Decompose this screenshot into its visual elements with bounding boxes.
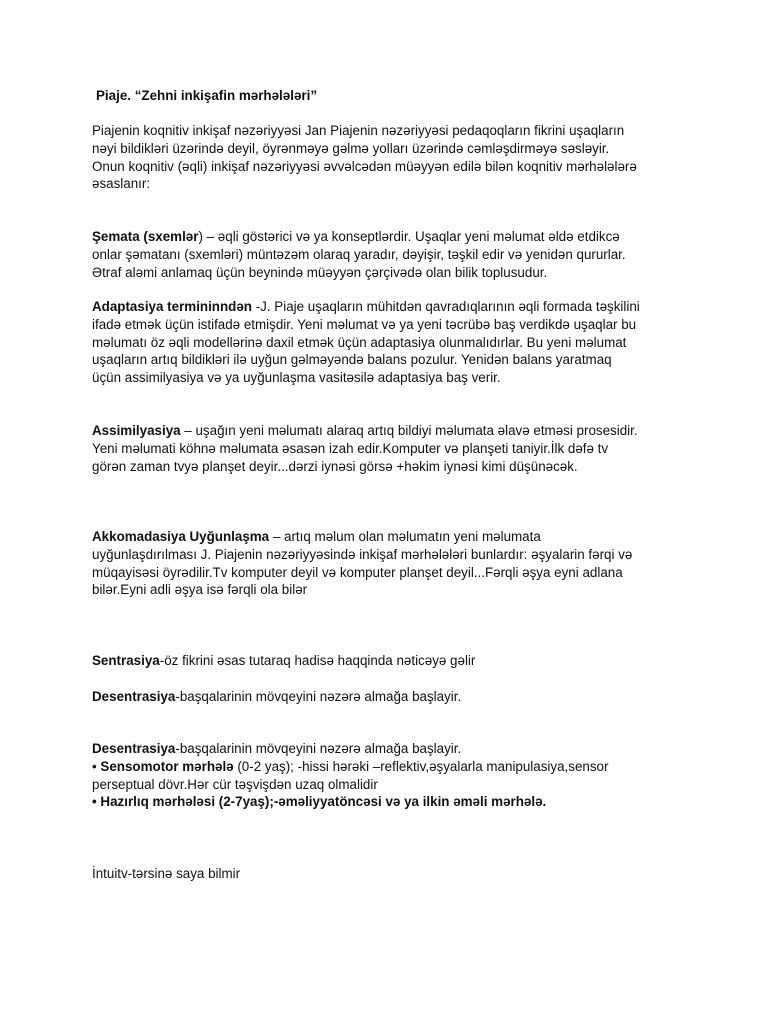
term-semata: Şemata (sxemlər [92,229,199,244]
text-line: uyğunlaşdırılması J. Piajenin nəzəriyyəsində inkişaf mərhələləri bunlardır: əşyalarin fərqi və [92,546,633,562]
text-line [92,652,682,670]
list-item-sensomotor [92,758,682,776]
semata-paragraph [92,228,682,281]
term-assimilyasiya: Assimilyasiya [92,423,181,438]
desentrasiya-paragraph [92,688,682,706]
definition-text: -başqalarinin mövqeyini nəzərə almağa başlayir. [175,741,462,756]
text-line: əsaslanır: [92,176,151,192]
text-line: ifadə etmək üçün istifadə etmişdir. Yeni məlumat və ya yeni təcrübə baş verdikdə uşaqlar bu [92,316,637,332]
bullet: • [92,758,101,774]
text-line [92,228,682,246]
text-line [92,528,682,546]
definition-text: -öz fikrini əsas tutaraq hadisə haqqinda nəticəyə gəlir [159,653,476,668]
definition-text: -başqalarinin mövqeyini nəzərə almağa başlayir. [175,689,462,704]
text-line: nəyi bildikləri üzərində deyil, öyrənməyə gəlmə yolları üzərində cəmləşdirməyə səsləyir. [92,140,610,156]
definition-text: – uşağın yeni məlumatı alaraq artıq bildiyi məlumata əlavə etməsi prosesidir. [180,423,638,438]
text-line: Piajenin koqnitiv inkişaf nəzəriyyəsi Jan Piajenin nəzəriyyəsi pedaqoqların fikrini uşaqların [92,123,625,138]
definition-text: ) – əqli göstərici və ya konseptlərdir. Uşaqlar yeni məlumat əldə etdikcə [198,229,620,244]
text-line: məlumatı öz əqli modellərinə daxil etmək üçün adaptasiya olunmalıdırlar. Bu yeni məlumat [92,334,627,350]
list-item-hazirliq [92,793,682,811]
definition-text: (0-2 yaş); -hissi hərəki –reflektiv,əşyalarla manipulasiya,sensor [233,758,609,774]
adaptasiya-paragraph [92,298,682,387]
stages-paragraph [92,740,682,811]
text-line: bilər.Eyni adli əşya isə fərqli ola bilər [92,582,308,598]
text-line: uşaqların artıq bildikləri ilə uyğun gəlməyəndə balans pozulur. Yenidən balans yaratmaq [92,352,612,368]
text-line: üçün assimilyasiya və ya uyğunlaşma vasitəsilə adaptasiya baş verir. [92,370,501,386]
text-line: onlar şəmatanı (sxemləri) müntəzəm olaraq yaradır, dəyişir, təşkil edir və yenidən qururlar. [92,246,626,262]
text-line: İntuitv-tərsinə saya bilmir [92,866,241,881]
bullet: • [92,794,101,810]
intuitiv-paragraph [92,865,682,883]
term-hazirliq: Hazırlıq mərhələsi (2-7yaş);-əməliyyatöncəsi və ya ilkin əməli mərhələ. [100,794,547,810]
term-akkomadasiya: Akkomadasiya Uyğunlaşma [92,529,270,544]
definition-text: -J. Piaje uşaqların mühitdən qavradıqlarının əqli formada təşkilini [251,299,640,314]
akkomadasiya-paragraph [92,528,682,599]
term-desentrasiya: Desentrasiya [92,741,176,756]
text-line [92,740,682,758]
term-sensomotor: Sensomotor mərhələ [100,758,234,774]
term-desentrasiya: Desentrasiya [92,689,176,704]
text-line: perseptual dövr.Hər cür təşvişdən uzaq olmalidir [92,776,378,792]
term-sentrasiya: Sentrasiya [92,653,160,668]
definition-text: – artıq məlum olan məlumatın yeni məlumata [269,529,541,544]
text-line: Yeni məlumati köhnə məlumata əsasən izah edir.Komputer və planşeti taniyir.İlk dəfə tv [92,440,609,456]
text-line: Onun koqnitiv (əqli) inkişaf nəzəriyyəsi əvvəlcədən müəyyən edilə bilən koqnitiv mərhələlərə [92,158,637,174]
term-adaptasiya: Adaptasiya termininndən [92,299,252,314]
text-line [92,422,682,440]
text-line: Ətraf aləmi anlamaq üçün beynində müəyyən çərçivədə olan bilik toplusudur. [92,264,548,280]
intro-paragraph [92,122,682,193]
text-line: görən zaman tvyə planşet deyir...dərzi iynəsi görsə +həkim iynəsi kimi düşünəcək. [92,458,578,474]
text-line [92,298,682,316]
document-title: Piaje. “Zehni inkişafin mərhələləri” [96,88,318,103]
sentrasiya-paragraph [92,652,682,670]
assimilyasiya-paragraph [92,422,682,475]
text-line: müqayisəsi öyrədilir.Tv komputer deyil və komputer planşet deyil...Fərqli əşya eyni adlana [92,564,623,580]
text-line [92,688,682,706]
